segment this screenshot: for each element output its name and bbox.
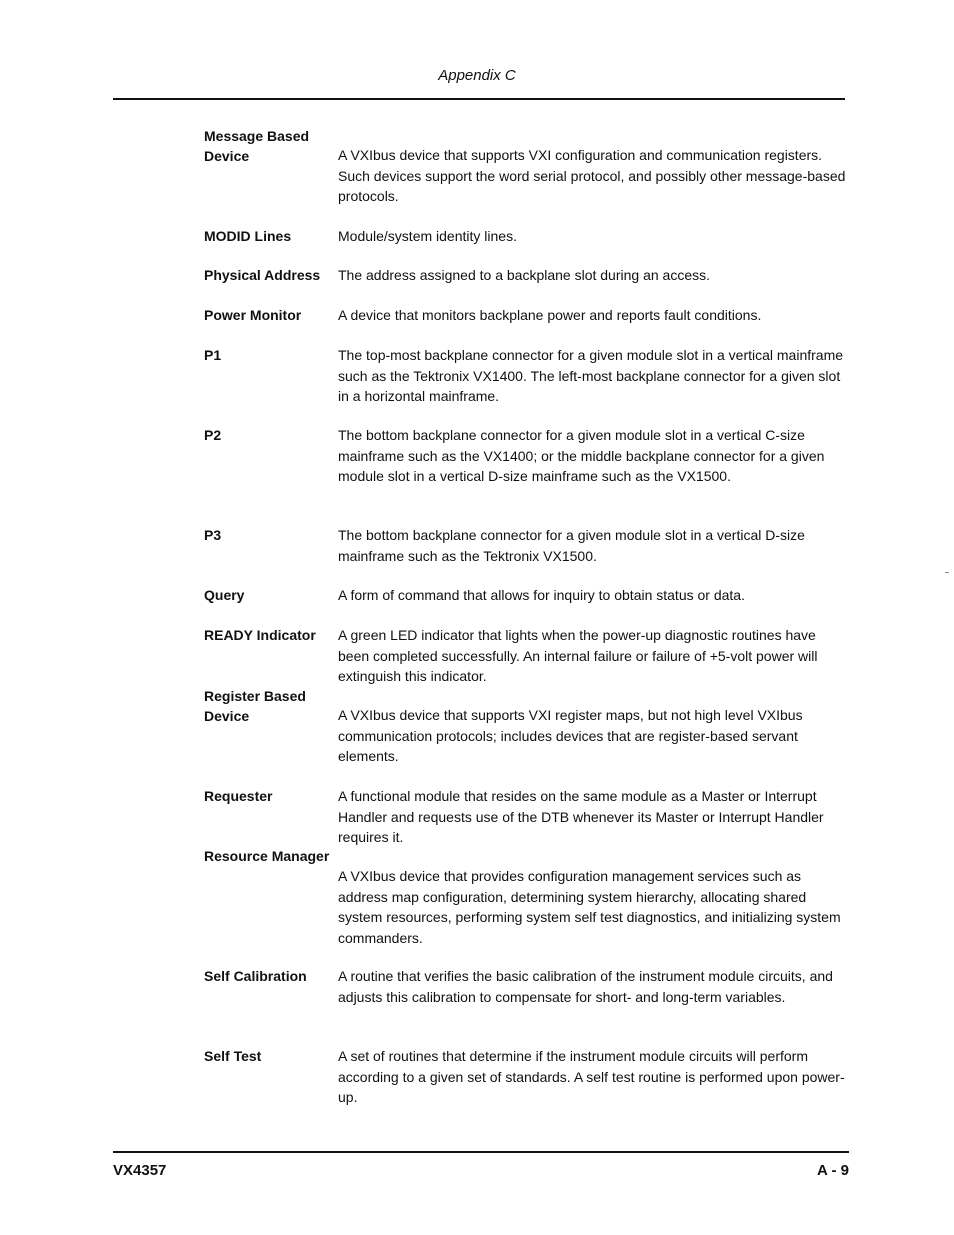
scan-edge-mark	[945, 572, 949, 573]
glossary-definition: A device that monitors backplane power and reports fault conditions.	[338, 307, 762, 323]
glossary-definition: The top-most backplane connector for a given module slot in a vertical mainframe such as the Tektronix VX1400. The left-most backplane connector for a given slot in a horizontal mainframe.	[338, 347, 844, 404]
glossary-term: Self Test	[204, 1048, 262, 1064]
glossary-term	[204, 686, 344, 726]
glossary-definition: The address assigned to a backplane slot during an access.	[338, 267, 711, 283]
page-header-title: Appendix C	[438, 67, 516, 84]
glossary-definition: A routine that verifies the basic calibration of the instrument module circuits, and adjusts this calibration to compensate for short- and long-term variables.	[338, 968, 833, 1005]
glossary-definition: A VXIbus device that provides configuration management services such as address map configuration, determining system hierarchy, allocating shared system resources, performing system self test diagnostics, and initializing system commanders.	[338, 868, 841, 946]
glossary-definition: Module/system identity lines.	[338, 228, 517, 244]
glossary-definition: A set of routines that determine if the instrument module circuits will perform according to a given set of standards. A self test routine is performed upon power-up.	[338, 1048, 845, 1105]
glossary-term-line: Register Based	[204, 688, 306, 704]
footer-rule	[113, 1151, 849, 1153]
glossary-term: Self Calibration	[204, 968, 307, 984]
glossary-term	[204, 126, 344, 166]
glossary-term: READY Indicator	[204, 627, 316, 643]
glossary-definition: A VXIbus device that supports VXI register maps, but not high level VXIbus communication protocols; includes devices that are register-based servant elements.	[338, 707, 803, 764]
header-rule	[113, 98, 845, 100]
glossary-term-line: Message Based	[204, 128, 310, 144]
footer-page-number: A - 9	[817, 1162, 849, 1179]
footer-doc-id: VX4357	[113, 1162, 167, 1179]
glossary-term: Query	[204, 587, 245, 603]
glossary-definition: A VXIbus device that supports VXI configuration and communication registers. Such devices support the word serial protocol, and possibly other message-based protocols.	[338, 147, 846, 204]
glossary-term: Physical Address	[204, 267, 321, 283]
glossary-term: P2	[204, 427, 222, 443]
glossary-definition: The bottom backplane connector for a given module slot in a vertical C-size mainframe such as the VX1400; or the middle backplane connector for a given module slot in a vertical D-size mainframe such as the VX1500.	[338, 427, 825, 484]
glossary-term-line: Device	[204, 708, 250, 724]
glossary-definition: The bottom backplane connector for a given module slot in a vertical D-size mainframe such as the Tektronix VX1500.	[338, 527, 805, 564]
glossary-definition: A green LED indicator that lights when the power-up diagnostic routines have been completed successfully. An internal failure or failure of +5-volt power will extinguish this indicator.	[338, 627, 818, 684]
glossary-term: P3	[204, 527, 222, 543]
glossary-term: Power Monitor	[204, 307, 302, 323]
glossary-term: MODID Lines	[204, 228, 292, 244]
glossary-term-line: Device	[204, 148, 250, 164]
glossary-term: Requester	[204, 788, 273, 804]
glossary-definition: A form of command that allows for inquiry to obtain status or data.	[338, 587, 745, 603]
glossary-term: P1	[204, 347, 222, 363]
glossary-definition: A functional module that resides on the same module as a Master or Interrupt Handler and requests use of the DTB whenever its Master or Interrupt Handler requires it.	[338, 788, 824, 845]
glossary-term: Resource Manager	[204, 848, 330, 864]
